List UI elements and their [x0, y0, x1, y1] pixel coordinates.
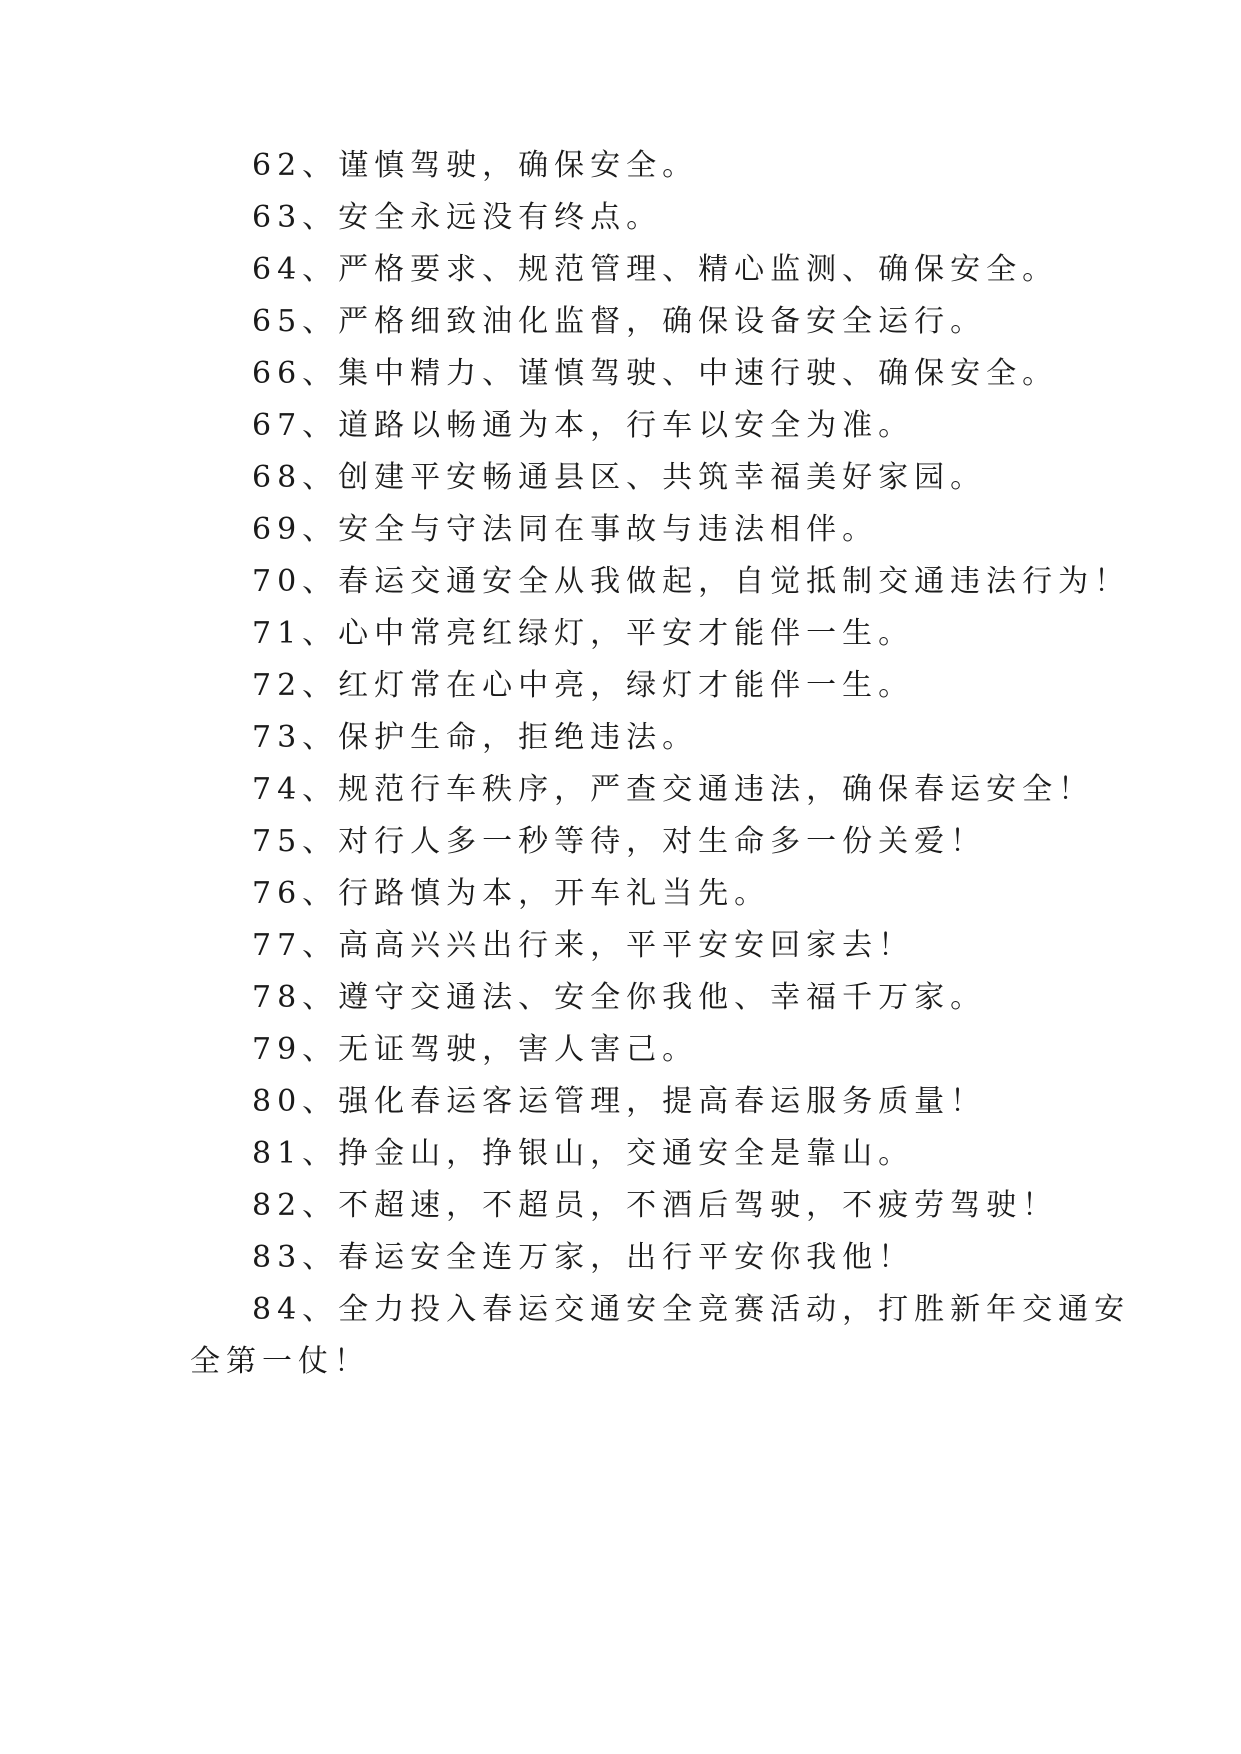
- slogan-line-80: 80、强化春运客运管理，提高春运服务质量！: [252, 1084, 987, 1119]
- slogan-line-82: 82、不超速，不超员，不酒后驾驶，不疲劳驾驶！: [252, 1188, 1059, 1223]
- slogan-line-83: 83、春运安全连万家，出行平安你我他！: [252, 1240, 915, 1275]
- slogan-line-70: 70、春运交通安全从我做起，自觉抵制交通违法行为！: [252, 564, 1131, 599]
- slogan-line-81: 81、挣金山，挣银山，交通安全是靠山。: [252, 1136, 915, 1171]
- slogan-line-62: 62、谨慎驾驶，确保安全。: [252, 148, 699, 183]
- slogan-line-79: 79、无证驾驶，害人害己。: [252, 1032, 699, 1067]
- slogan-line-68: 68、创建平安畅通县区、共筑幸福美好家园。: [252, 460, 987, 495]
- slogan-line-74: 74、规范行车秩序，严查交通违法，确保春运安全！: [252, 772, 1095, 807]
- slogan-line-69: 69、安全与守法同在事故与违法相伴。: [252, 512, 879, 547]
- slogan-line-75: 75、对行人多一秒等待，对生命多一份关爱！: [252, 824, 987, 859]
- slogan-line-84-continuation: 全第一仗！: [190, 1344, 370, 1379]
- slogan-line-77: 77、高高兴兴出行来，平平安安回家去！: [252, 928, 915, 963]
- slogan-line-67: 67、道路以畅通为本，行车以安全为准。: [252, 408, 915, 443]
- slogan-line-65: 65、严格细致油化监督，确保设备安全运行。: [252, 304, 987, 339]
- slogan-line-71: 71、心中常亮红绿灯，平安才能伴一生。: [252, 616, 915, 651]
- slogan-line-63: 63、安全永远没有终点。: [252, 200, 663, 235]
- slogan-line-78: 78、遵守交通法、安全你我他、幸福千万家。: [252, 980, 987, 1015]
- slogan-line-84: 84、全力投入春运交通安全竞赛活动，打胜新年交通安: [252, 1292, 1131, 1327]
- slogan-line-72: 72、红灯常在心中亮，绿灯才能伴一生。: [252, 668, 915, 703]
- slogan-line-66: 66、集中精力、谨慎驾驶、中速行驶、确保安全。: [252, 356, 1059, 391]
- slogan-line-64: 64、严格要求、规范管理、精心监测、确保安全。: [252, 252, 1059, 287]
- slogan-line-73: 73、保护生命，拒绝违法。: [252, 720, 699, 755]
- slogan-line-76: 76、行路慎为本，开车礼当先。: [252, 876, 771, 911]
